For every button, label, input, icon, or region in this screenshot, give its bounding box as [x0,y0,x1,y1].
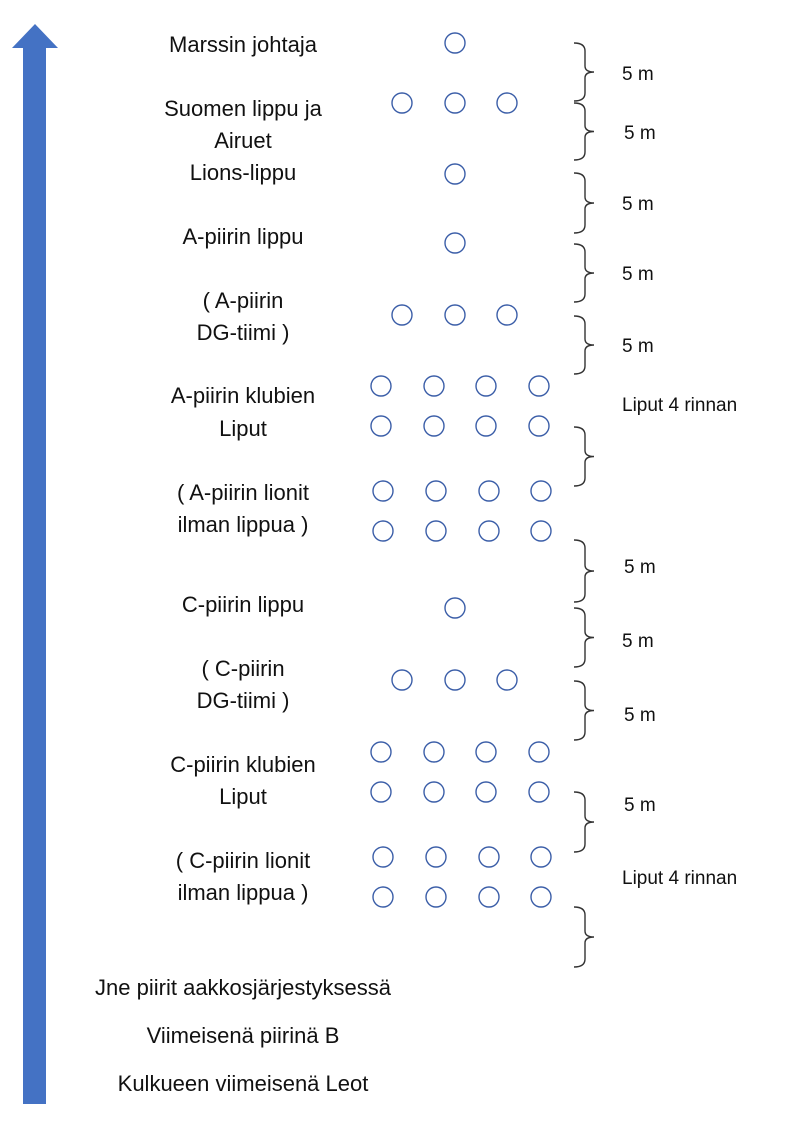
person-marker [373,481,393,501]
march-direction-arrow-icon [12,24,58,1104]
row-label [171,383,315,441]
row-label-line: Liput [219,784,267,809]
spacing-label: 5 m [622,264,654,285]
row-label [176,848,310,905]
person-marker [371,416,391,436]
person-marker [426,481,446,501]
person-marker [424,742,444,762]
row-label [170,752,316,809]
row-label [177,480,309,537]
person-marker [371,742,391,762]
row-label-line: ( A-piirin lionit [176,480,310,505]
person-marker [445,305,465,325]
person-marker [479,521,499,541]
person-marker [529,782,549,802]
spacing-label: 5 m [624,557,656,578]
person-marker [445,598,465,618]
person-marker [476,782,496,802]
person-marker [373,847,393,867]
person-marker [479,481,499,501]
row-label-line: ( C-piirin lionit [175,848,311,873]
row-label [182,224,303,249]
row-label-line: Lions-lippu [189,160,297,185]
person-marker [445,164,465,184]
person-marker [426,521,446,541]
person-marker [392,305,412,325]
person-marker [531,481,551,501]
spacing-label: 5 m [624,123,656,144]
person-marker [445,33,465,53]
person-marker [445,670,465,690]
spacing-brace [574,540,594,602]
spacing-label: 5 m [624,795,656,816]
row-label [197,656,290,713]
person-marker [424,416,444,436]
person-marker [529,376,549,396]
footer-note: Jne piirit aakkosjärjestyksessä [95,975,391,1000]
person-marker [529,416,549,436]
person-marker [529,742,549,762]
row-label-line: ilman lippua ) [177,880,309,905]
person-marker [426,887,446,907]
person-marker [531,847,551,867]
person-marker [371,782,391,802]
spacing-label: 5 m [622,194,654,215]
spacing-brace [574,43,594,101]
person-marker [497,305,517,325]
person-marker [373,887,393,907]
person-marker [476,376,496,396]
person-marker [424,376,444,396]
spacing-brace [574,608,594,667]
person-marker [424,782,444,802]
row-label-line: C-piirin lippu [181,592,305,617]
person-marker [373,521,393,541]
person-marker [476,742,496,762]
spacing-label: 5 m [624,705,656,726]
spacing-brace [574,907,594,967]
row-label [169,32,318,57]
spacing-brace [574,244,594,302]
footer-note: Viimeisenä piirinä B [146,1023,340,1048]
row-label-line: ( A-piirin [202,288,284,313]
row-label-line: Liput [219,416,267,441]
person-marker [497,670,517,690]
footer-note: Kulkueen viimeisenä Leot [117,1071,369,1096]
spacing-label: Liput 4 rinnan [622,395,738,416]
spacing-label: 5 m [622,64,654,85]
row-label-line: ( C-piirin [201,656,285,681]
row-label [190,160,296,185]
person-marker [531,887,551,907]
row-label [164,96,323,153]
row-label-line: A-piirin klubien [170,383,316,408]
spacing-brace [574,681,594,740]
spacing-brace [574,103,594,160]
person-marker [479,847,499,867]
row-label-line: Airuet [214,128,272,153]
person-marker [371,376,391,396]
spacing-brace [574,792,594,852]
person-marker [445,233,465,253]
row-label-line: Marssin johtaja [169,32,317,57]
row-label-line: DG-tiimi ) [196,320,290,345]
row-label-line: Suomen lippu ja [164,96,322,121]
person-marker [479,887,499,907]
person-marker [392,93,412,113]
spacing-label: 5 m [622,631,654,652]
row-label-line: DG-tiimi ) [196,688,290,713]
spacing-label: Liput 4 rinnan [622,868,738,889]
person-marker [497,93,517,113]
spacing-brace [574,316,594,374]
row-label-line: A-piirin lippu [182,224,304,249]
person-marker [392,670,412,690]
spacing-brace [574,427,594,486]
spacing-brace [574,173,594,233]
spacing-label: 5 m [622,336,654,357]
person-marker [445,93,465,113]
row-label [197,288,290,345]
person-marker [531,521,551,541]
row-label-line: ilman lippua ) [177,512,309,537]
person-marker [476,416,496,436]
row-label-line: C-piirin klubien [170,752,316,777]
person-marker [426,847,446,867]
row-label [182,592,304,617]
